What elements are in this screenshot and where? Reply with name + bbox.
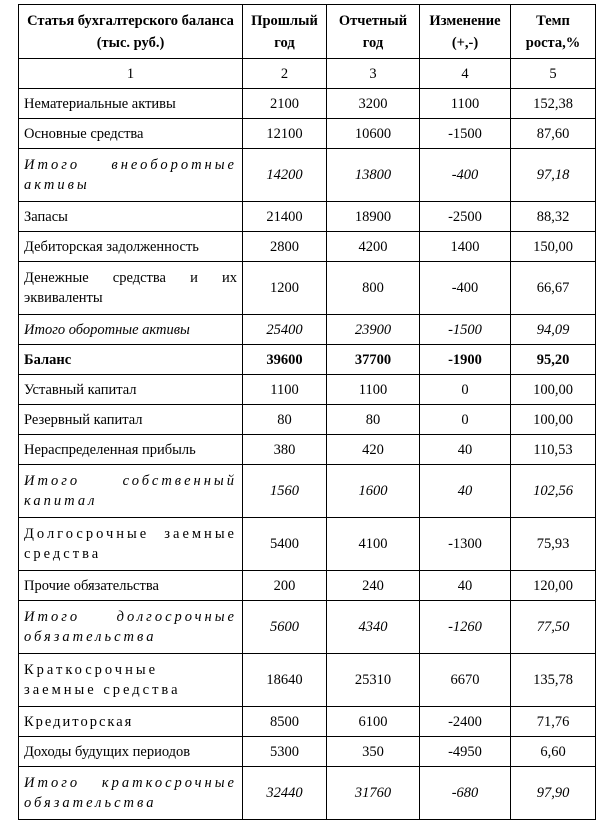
cell-rate: 97,90 <box>511 767 596 820</box>
cell-prev: 2100 <box>243 89 327 119</box>
cell-curr: 4100 <box>327 518 420 571</box>
subtotal-row <box>19 465 596 518</box>
row-label: Резервный капитал <box>19 405 243 435</box>
cell-change: -4950 <box>420 737 511 767</box>
header-change: Изменение (+,-) <box>420 5 511 59</box>
cell-rate: 95,20 <box>511 345 596 375</box>
cell-change: -2500 <box>420 202 511 232</box>
row-label: Краткосрочные заемные средства <box>19 654 243 707</box>
subtotal-row <box>19 149 596 202</box>
cell-rate: 97,18 <box>511 149 596 202</box>
cell-curr: 10600 <box>327 119 420 149</box>
cell-rate: 100,00 <box>511 375 596 405</box>
table-row <box>19 654 596 707</box>
cell-curr: 800 <box>327 262 420 315</box>
cell-curr: 25310 <box>327 654 420 707</box>
row-label: Денежные средства и их эквиваленты <box>19 262 243 315</box>
row-label: Доходы будущих периодов <box>19 737 243 767</box>
cell-curr: 1600 <box>327 465 420 518</box>
table-row <box>19 262 596 315</box>
cell-rate: 102,56 <box>511 465 596 518</box>
column-number: 1 <box>19 59 243 89</box>
cell-change: -1500 <box>420 119 511 149</box>
cell-curr: 6100 <box>327 707 420 737</box>
column-number: 3 <box>327 59 420 89</box>
cell-prev: 380 <box>243 435 327 465</box>
row-label: Итого оборотные активы <box>19 315 243 345</box>
cell-change: 1400 <box>420 232 511 262</box>
cell-change: -1500 <box>420 315 511 345</box>
cell-prev: 5600 <box>243 601 327 654</box>
subtotal-row <box>19 315 596 345</box>
table-row <box>19 518 596 571</box>
cell-curr: 13800 <box>327 149 420 202</box>
header-row <box>19 5 596 59</box>
header-current-year: Отчетный год <box>327 5 420 59</box>
row-label: Итого долгосрочные обязательства <box>19 601 243 654</box>
cell-prev: 1560 <box>243 465 327 518</box>
table-row <box>19 375 596 405</box>
table-row <box>19 737 596 767</box>
cell-rate: 150,00 <box>511 232 596 262</box>
cell-prev: 5400 <box>243 518 327 571</box>
cell-prev: 1200 <box>243 262 327 315</box>
table-row <box>19 571 596 601</box>
cell-rate: 87,60 <box>511 119 596 149</box>
cell-rate: 88,32 <box>511 202 596 232</box>
cell-curr: 420 <box>327 435 420 465</box>
cell-prev: 32440 <box>243 767 327 820</box>
table-row <box>19 202 596 232</box>
cell-curr: 240 <box>327 571 420 601</box>
row-label: Итого внеоборотные активы <box>19 149 243 202</box>
cell-change: 6670 <box>420 654 511 707</box>
cell-prev: 21400 <box>243 202 327 232</box>
cell-curr: 350 <box>327 737 420 767</box>
cell-change: -400 <box>420 149 511 202</box>
cell-rate: 94,09 <box>511 315 596 345</box>
cell-change: 0 <box>420 375 511 405</box>
header-growth-rate: Темп роста,% <box>511 5 596 59</box>
table-row <box>19 119 596 149</box>
row-label: Уставный капитал <box>19 375 243 405</box>
cell-change: -1900 <box>420 345 511 375</box>
cell-change: -1260 <box>420 601 511 654</box>
cell-rate: 152,38 <box>511 89 596 119</box>
subtotal-row <box>19 767 596 820</box>
cell-curr: 18900 <box>327 202 420 232</box>
total-row <box>19 345 596 375</box>
row-label: Итого собственный капитал <box>19 465 243 518</box>
cell-prev: 14200 <box>243 149 327 202</box>
cell-curr: 80 <box>327 405 420 435</box>
cell-curr: 4340 <box>327 601 420 654</box>
cell-prev: 5300 <box>243 737 327 767</box>
row-label: Нематериальные активы <box>19 89 243 119</box>
subtotal-row <box>19 601 596 654</box>
cell-change: -2400 <box>420 707 511 737</box>
row-label: Кредиторская <box>19 707 243 737</box>
cell-change: 40 <box>420 465 511 518</box>
cell-change: -400 <box>420 262 511 315</box>
cell-curr: 23900 <box>327 315 420 345</box>
cell-change: 0 <box>420 405 511 435</box>
cell-prev: 80 <box>243 405 327 435</box>
row-label: Основные средства <box>19 119 243 149</box>
table-row <box>19 89 596 119</box>
cell-curr: 31760 <box>327 767 420 820</box>
cell-prev: 12100 <box>243 119 327 149</box>
cell-change: 1100 <box>420 89 511 119</box>
row-label: Нераспределенная прибыль <box>19 435 243 465</box>
cell-rate: 135,78 <box>511 654 596 707</box>
cell-change: 40 <box>420 435 511 465</box>
cell-rate: 71,76 <box>511 707 596 737</box>
cell-rate: 120,00 <box>511 571 596 601</box>
table-row <box>19 435 596 465</box>
row-label: Прочие обязательства <box>19 571 243 601</box>
row-label: Баланс <box>19 345 243 375</box>
cell-curr: 4200 <box>327 232 420 262</box>
column-number: 2 <box>243 59 327 89</box>
column-number: 5 <box>511 59 596 89</box>
cell-rate: 66,67 <box>511 262 596 315</box>
cell-rate: 110,53 <box>511 435 596 465</box>
table-row <box>19 232 596 262</box>
cell-rate: 77,50 <box>511 601 596 654</box>
row-label: Дебиторская задолженность <box>19 232 243 262</box>
balance-table <box>18 4 596 820</box>
cell-change: -680 <box>420 767 511 820</box>
header-item: Статья бухгалтерского баланса (тыс. руб.) <box>19 5 243 59</box>
cell-prev: 200 <box>243 571 327 601</box>
header-prev-year: Прошлый год <box>243 5 327 59</box>
cell-curr: 37700 <box>327 345 420 375</box>
column-number: 4 <box>420 59 511 89</box>
cell-prev: 18640 <box>243 654 327 707</box>
cell-prev: 8500 <box>243 707 327 737</box>
column-numbers-row <box>19 59 596 89</box>
row-label: Долгосрочные заемные средства <box>19 518 243 571</box>
cell-prev: 1100 <box>243 375 327 405</box>
cell-change: -1300 <box>420 518 511 571</box>
cell-prev: 25400 <box>243 315 327 345</box>
row-label: Запасы <box>19 202 243 232</box>
row-label: Итого краткосрочные обязательства <box>19 767 243 820</box>
table-row <box>19 405 596 435</box>
cell-rate: 6,60 <box>511 737 596 767</box>
cell-rate: 100,00 <box>511 405 596 435</box>
cell-prev: 2800 <box>243 232 327 262</box>
cell-rate: 75,93 <box>511 518 596 571</box>
cell-change: 40 <box>420 571 511 601</box>
cell-curr: 3200 <box>327 89 420 119</box>
cell-curr: 1100 <box>327 375 420 405</box>
cell-prev: 39600 <box>243 345 327 375</box>
table-row <box>19 707 596 737</box>
